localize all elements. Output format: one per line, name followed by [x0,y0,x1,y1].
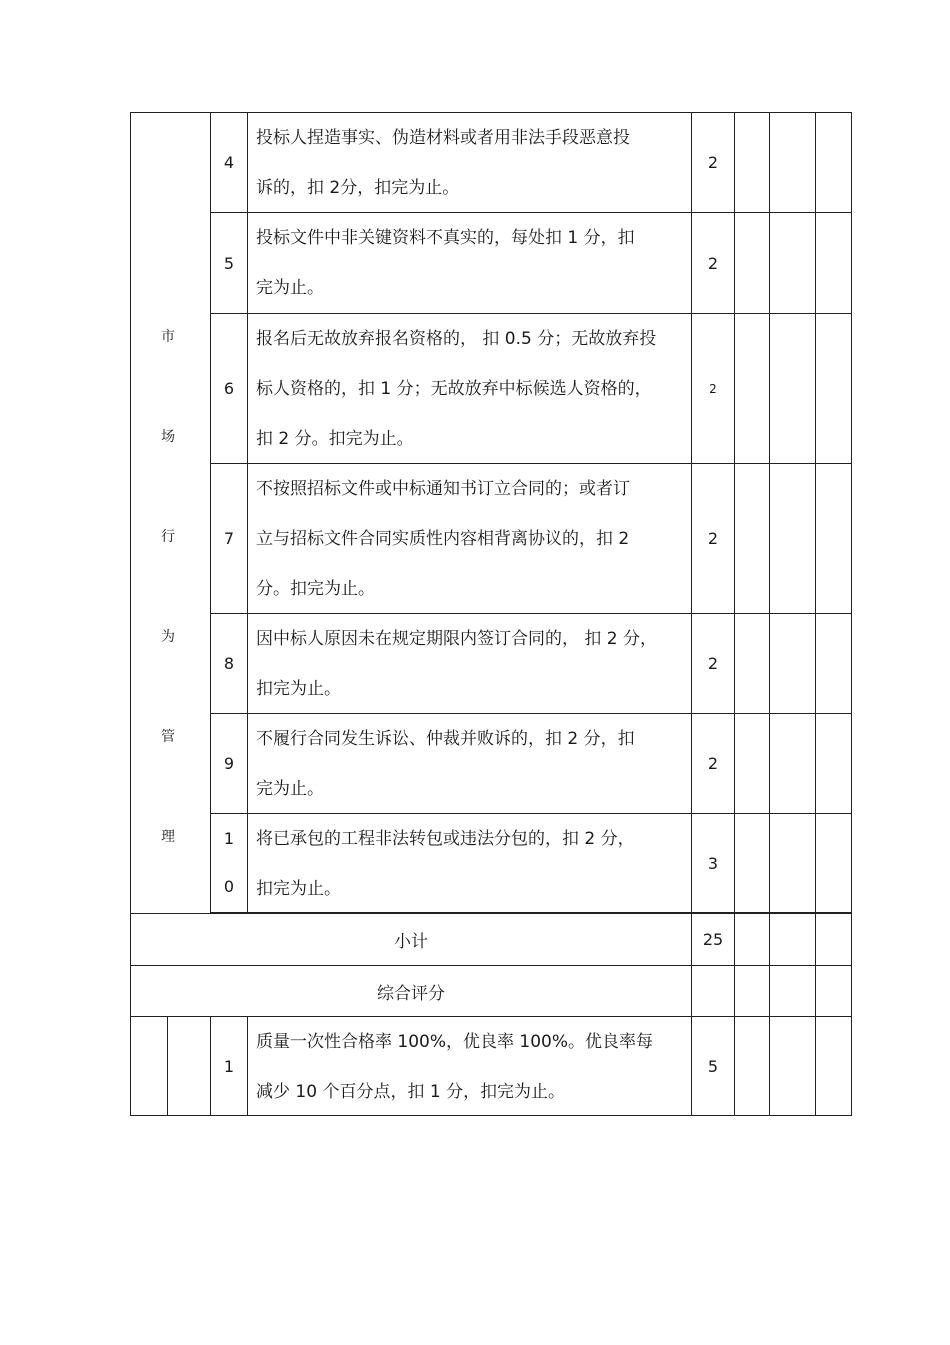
row-number [210,813,248,914]
subtotal-score: 25 [691,913,735,966]
row-description [247,212,692,314]
row-number: 9 [210,713,248,814]
row-score: 2 [691,313,735,464]
description-line: 分。扣完为止。 [256,579,375,599]
blank-cell [734,913,770,966]
blank-cell [734,613,770,714]
blank-cell [734,212,770,314]
blank-cell [769,965,816,1017]
row-number-part: 0 [223,877,235,896]
blank-cell [734,112,770,213]
blank-cell [734,1016,770,1116]
blank-cell [691,965,735,1017]
blank-cell [734,813,770,914]
description-line: 将已承包的工程非法转包或违法分包的，扣 2 分， [256,829,635,849]
category-char: 市 [161,329,175,345]
blank-cell [815,813,852,914]
row-number: 4 [210,112,248,213]
row-score: 3 [691,813,735,914]
description-line: 诉的，扣 2分，扣完为止。 [256,178,460,198]
row-number: 6 [210,313,248,464]
row-description [247,813,692,914]
description-line: 报名后无故放弃报名资格的， 扣 0.5 分；无故放弃投 [256,329,657,349]
description-line: 完为止。 [256,779,324,799]
description-line: 投标人捏造事实、伪造材料或者用非法手段恶意投 [256,128,630,148]
description-line: 扣完为止。 [256,679,341,699]
row-description [247,463,692,614]
row-score: 2 [691,112,735,213]
row-score: 2 [691,463,735,614]
blank-cell [769,1016,816,1116]
subtotal-label: 小计 [130,913,692,966]
blank-cell [167,1016,211,1116]
row-score: 2 [691,212,735,314]
blank-cell [769,713,816,814]
description-line: 完为止。 [256,278,324,298]
row-description [247,613,692,714]
description-line: 投标文件中非关键资料不真实的，每处扣 1 分，扣 [256,228,635,248]
row-description [247,1016,692,1116]
row-description [247,112,692,213]
blank-cell [769,212,816,314]
blank-cell [815,112,852,213]
description-line: 扣完为止。 [256,879,341,899]
category-char: 理 [161,829,175,845]
description-line: 不履行合同发生诉讼、仲裁并败诉的，扣 2 分，扣 [256,729,635,749]
row-score: 5 [691,1016,735,1116]
blank-cell [734,313,770,464]
description-line: 扣 2 分。扣完为止。 [256,429,414,449]
blank-cell [769,613,816,714]
blank-cell [769,813,816,914]
blank-cell [815,313,852,464]
row-number: 8 [210,613,248,714]
blank-cell [734,463,770,614]
category-char: 行 [161,529,175,545]
blank-cell [815,1016,852,1116]
blank-cell [815,713,852,814]
row-number-part: 1 [223,829,235,848]
row-description [247,313,692,464]
blank-cell [815,212,852,314]
row-score: 2 [691,713,735,814]
description-line: 因中标人原因未在规定期限内签订合同的， 扣 2 分， [256,629,658,649]
description-line: 减少 10 个百分点，扣 1 分，扣完为止。 [256,1082,566,1102]
blank-cell [769,313,816,464]
blank-cell [734,965,770,1017]
overall-label: 综合评分 [130,965,692,1017]
blank-cell [130,1016,168,1116]
row-number: 7 [210,463,248,614]
description-line: 标人资格的，扣 1 分；无故放弃中标候选人资格的， [256,379,652,399]
blank-cell [815,613,852,714]
row-description [247,713,692,814]
category-char: 为 [161,629,175,645]
blank-cell [769,463,816,614]
description-line: 不按照招标文件或中标通知书订立合同的；或者订 [256,479,630,499]
blank-cell [769,112,816,213]
row-number: 1 [210,1016,248,1116]
description-line: 立与招标文件合同实质性内容相背离协议的，扣 2 [256,529,630,549]
blank-cell [815,913,852,966]
blank-cell [815,463,852,614]
blank-cell [769,913,816,966]
description-line: 质量一次性合格率 100%，优良率 100%。优良率每 [256,1032,654,1052]
category-char: 管 [161,729,175,745]
category-char: 场 [161,429,175,445]
blank-cell [815,965,852,1017]
row-number: 5 [210,212,248,314]
row-score: 2 [691,613,735,714]
blank-cell [734,713,770,814]
